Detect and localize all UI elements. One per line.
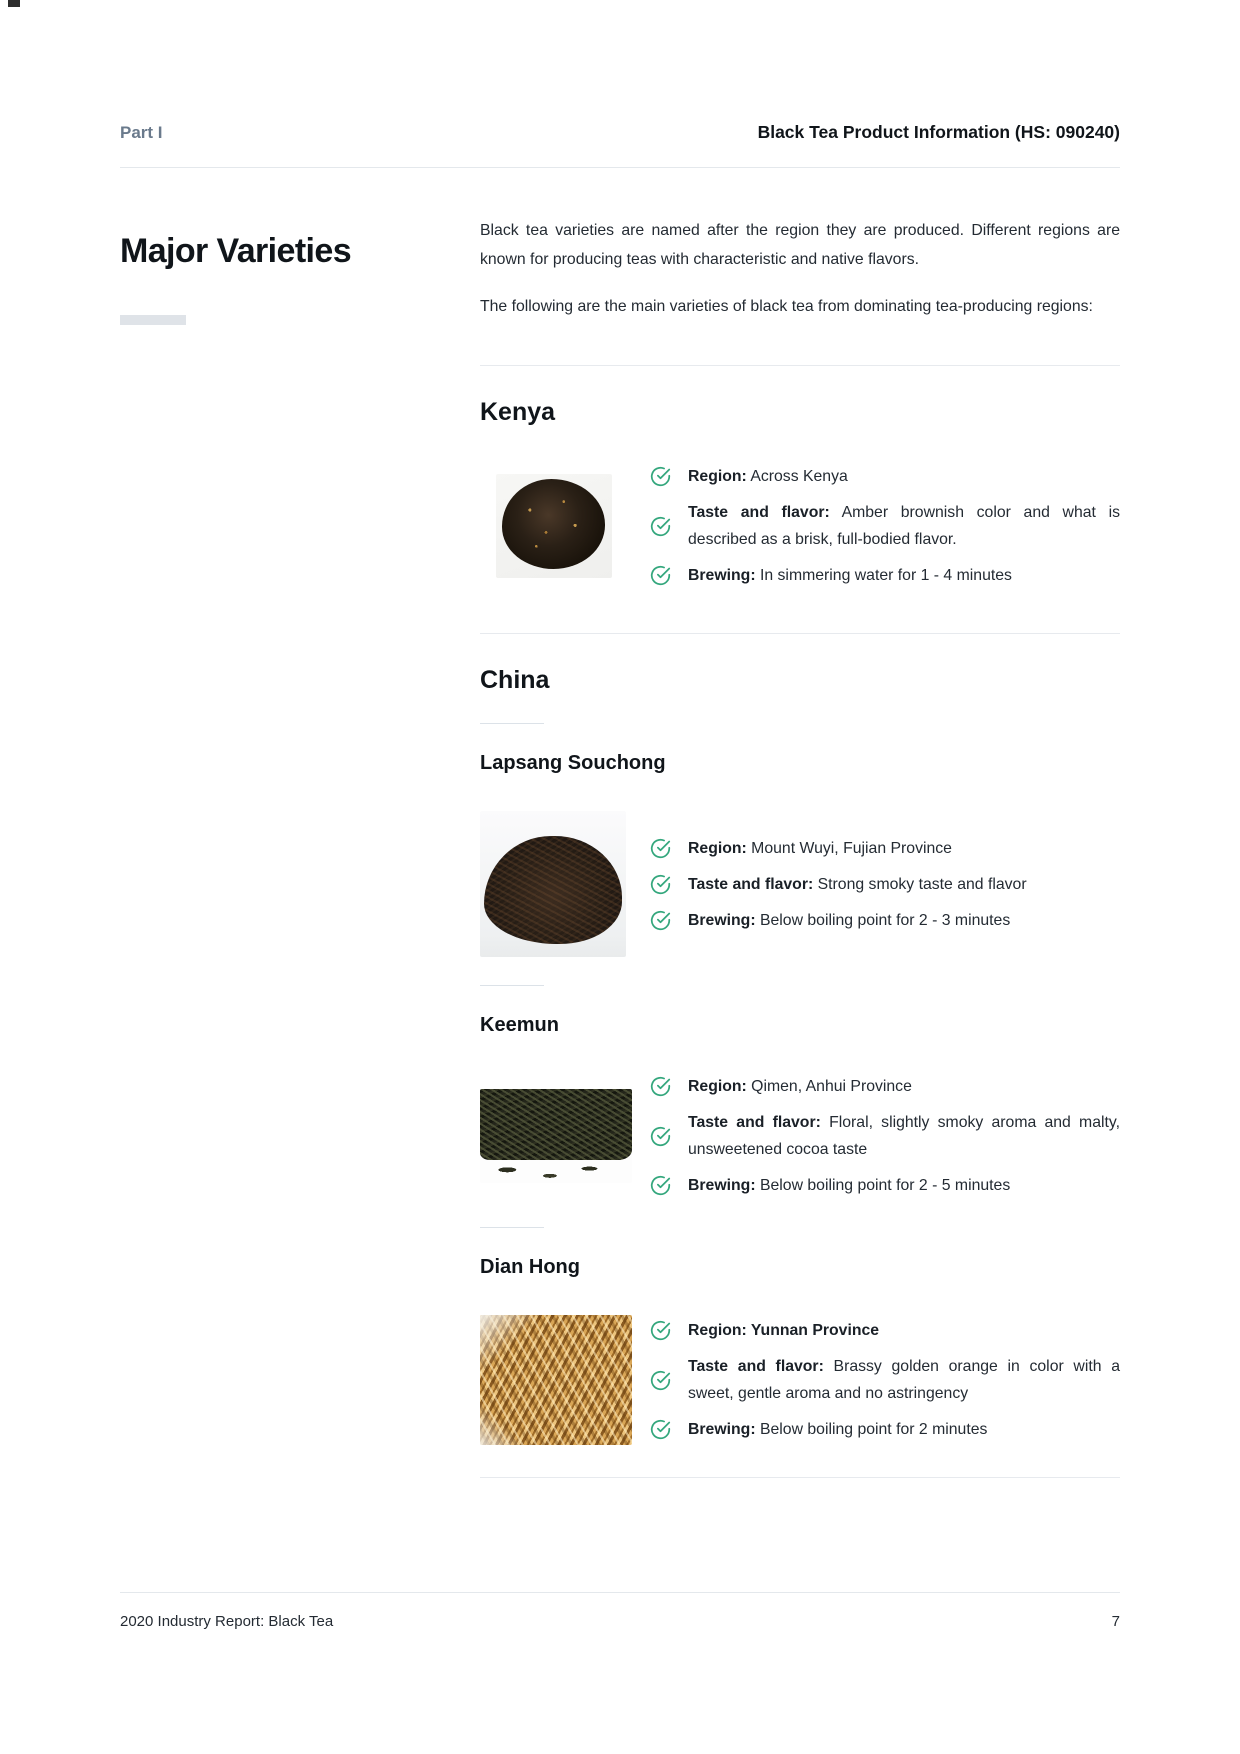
- info-bullet: [650, 463, 1120, 490]
- check-circle-icon: [650, 1320, 671, 1341]
- bullet-value: Mount Wuyi, Fujian Province: [746, 839, 952, 857]
- tea-image-wrap: [480, 1089, 650, 1183]
- bullet-label: Brewing:: [688, 911, 756, 929]
- bullet-label: Taste and flavor:: [688, 875, 814, 893]
- title-column: [120, 216, 480, 1478]
- bullet-value: Strong smoky taste and flavor: [813, 875, 1027, 893]
- bullet-value: Qimen, Anhui Province: [746, 1078, 912, 1095]
- info-bullet: [650, 1172, 1120, 1199]
- bullet-value: Below boiling point for 2 - 3 minutes: [755, 911, 1011, 929]
- page-footer: [120, 1592, 1120, 1630]
- page-corner-mark: [8, 0, 20, 7]
- info-bullet: [650, 562, 1120, 589]
- page-number: 7: [1111, 1613, 1120, 1630]
- bullet-label: Region:: [688, 468, 747, 485]
- bullet-text: [688, 463, 848, 490]
- bullet-label: Region:: [688, 1078, 747, 1095]
- part-label: Part I: [120, 123, 163, 142]
- bullet-text: [688, 562, 1012, 589]
- section-divider: [480, 633, 1120, 634]
- bullet-value: In simmering water for 1 - 4 minutes: [755, 567, 1012, 584]
- tea-image-wrap: [480, 474, 650, 578]
- info-bullet: [650, 1317, 1120, 1344]
- check-circle-icon: [650, 1419, 671, 1440]
- bullet-value: Below boiling point for 2 - 5 minutes: [755, 1177, 1011, 1194]
- variety-row-lapsang-souchong: [480, 811, 1120, 957]
- sub-divider: [480, 1227, 544, 1228]
- variety-bullets: [650, 463, 1120, 589]
- info-bullet: [650, 907, 1120, 934]
- intro-paragraph: Black tea varieties are named after the region they are produced. Different regions are known for producing teas with characteristic and native flavors.: [480, 222, 1120, 268]
- bullet-text: [688, 1353, 1120, 1407]
- bullet-value: Across Kenya: [746, 468, 848, 485]
- check-circle-icon: [650, 1126, 671, 1147]
- variety-heading-keemun: Keemun: [480, 1014, 559, 1036]
- bullet-text: [688, 1317, 879, 1344]
- section-heading-kenya: Kenya: [480, 398, 556, 426]
- document-title: Black Tea Product Information (HS: 090240): [757, 122, 1120, 142]
- bullet-label: Taste and flavor:: [688, 1358, 824, 1375]
- page-title: Major Varieties: [120, 232, 352, 270]
- bullet-text: [688, 499, 1120, 553]
- tea-image-wrap: [480, 811, 650, 957]
- variety-row-kenya: [480, 463, 1120, 589]
- keemun-tea-image: [480, 1089, 632, 1183]
- variety-bullets: [650, 1073, 1120, 1199]
- bullet-label: Region:: [688, 839, 747, 857]
- bullet-value: Below boiling point for 2 minutes: [755, 1421, 988, 1438]
- bullet-label: Taste and flavor:: [688, 1114, 821, 1131]
- bullet-label: Brewing:: [688, 1177, 756, 1194]
- section-heading-china: China: [480, 666, 550, 694]
- page-header: [120, 122, 1120, 168]
- check-circle-icon: [650, 910, 671, 931]
- variety-heading-dian-hong: Dian Hong: [480, 1256, 580, 1278]
- bullet-label: Region: Yunnan Province: [688, 1322, 880, 1339]
- variety-row-keemun: [480, 1073, 1120, 1199]
- info-bullet: [650, 871, 1120, 898]
- sub-divider: [480, 985, 544, 986]
- bullet-text: [688, 907, 1010, 934]
- info-bullet: [650, 499, 1120, 553]
- title-accent-bar: [120, 315, 186, 325]
- bullet-value: Floral, slightly smoky aroma and malty, unsweetened cocoa taste: [688, 1114, 1120, 1158]
- bullet-label: Brewing:: [688, 1421, 756, 1438]
- check-circle-icon: [650, 565, 671, 586]
- bullet-text: [688, 1073, 912, 1100]
- check-circle-icon: [650, 1076, 671, 1097]
- variety-bullets: [650, 1317, 1120, 1443]
- lapsang-souchong-tea-image: [480, 811, 626, 957]
- sub-divider: [480, 723, 544, 724]
- section-divider: [480, 1477, 1120, 1478]
- bullet-value: Amber brownish color and what is described as a brisk, full-bodied flavor.: [688, 504, 1120, 548]
- kenya-tea-image: [496, 474, 612, 578]
- info-bullet: [650, 1416, 1120, 1443]
- bullet-text: [688, 1109, 1120, 1163]
- info-bullet: [650, 835, 1120, 862]
- intro-paragraph: The following are the main varieties of black tea from dominating tea-producing regions:: [480, 298, 1093, 315]
- check-circle-icon: [650, 874, 671, 895]
- check-circle-icon: [650, 1370, 671, 1391]
- bullet-label: Taste and flavor:: [688, 504, 830, 521]
- check-circle-icon: [650, 838, 671, 859]
- bullet-value: Brassy golden orange in color with a sweet, gentle aroma and no astringency: [688, 1358, 1120, 1402]
- bullet-text: [688, 1172, 1010, 1199]
- variety-heading-lapsang-souchong: Lapsang Souchong: [480, 752, 666, 774]
- variety-row-dian-hong: [480, 1315, 1120, 1445]
- main-content: [120, 216, 1120, 1478]
- footer-report-title: 2020 Industry Report: Black Tea: [120, 1613, 334, 1630]
- info-bullet: [650, 1073, 1120, 1100]
- section-divider: [480, 365, 1120, 366]
- check-circle-icon: [650, 516, 671, 537]
- tea-image-wrap: [480, 1315, 650, 1445]
- info-bullet: [650, 1109, 1120, 1163]
- check-circle-icon: [650, 466, 671, 487]
- bullet-label: Brewing:: [688, 567, 756, 584]
- bullet-text: [688, 871, 1027, 898]
- variety-bullets: [650, 835, 1120, 934]
- bullet-text: [688, 1416, 987, 1443]
- bullet-text: [688, 835, 952, 862]
- dian-hong-tea-image: [480, 1315, 632, 1445]
- check-circle-icon: [650, 1175, 671, 1196]
- content-column: [480, 216, 1120, 1478]
- info-bullet: [650, 1353, 1120, 1407]
